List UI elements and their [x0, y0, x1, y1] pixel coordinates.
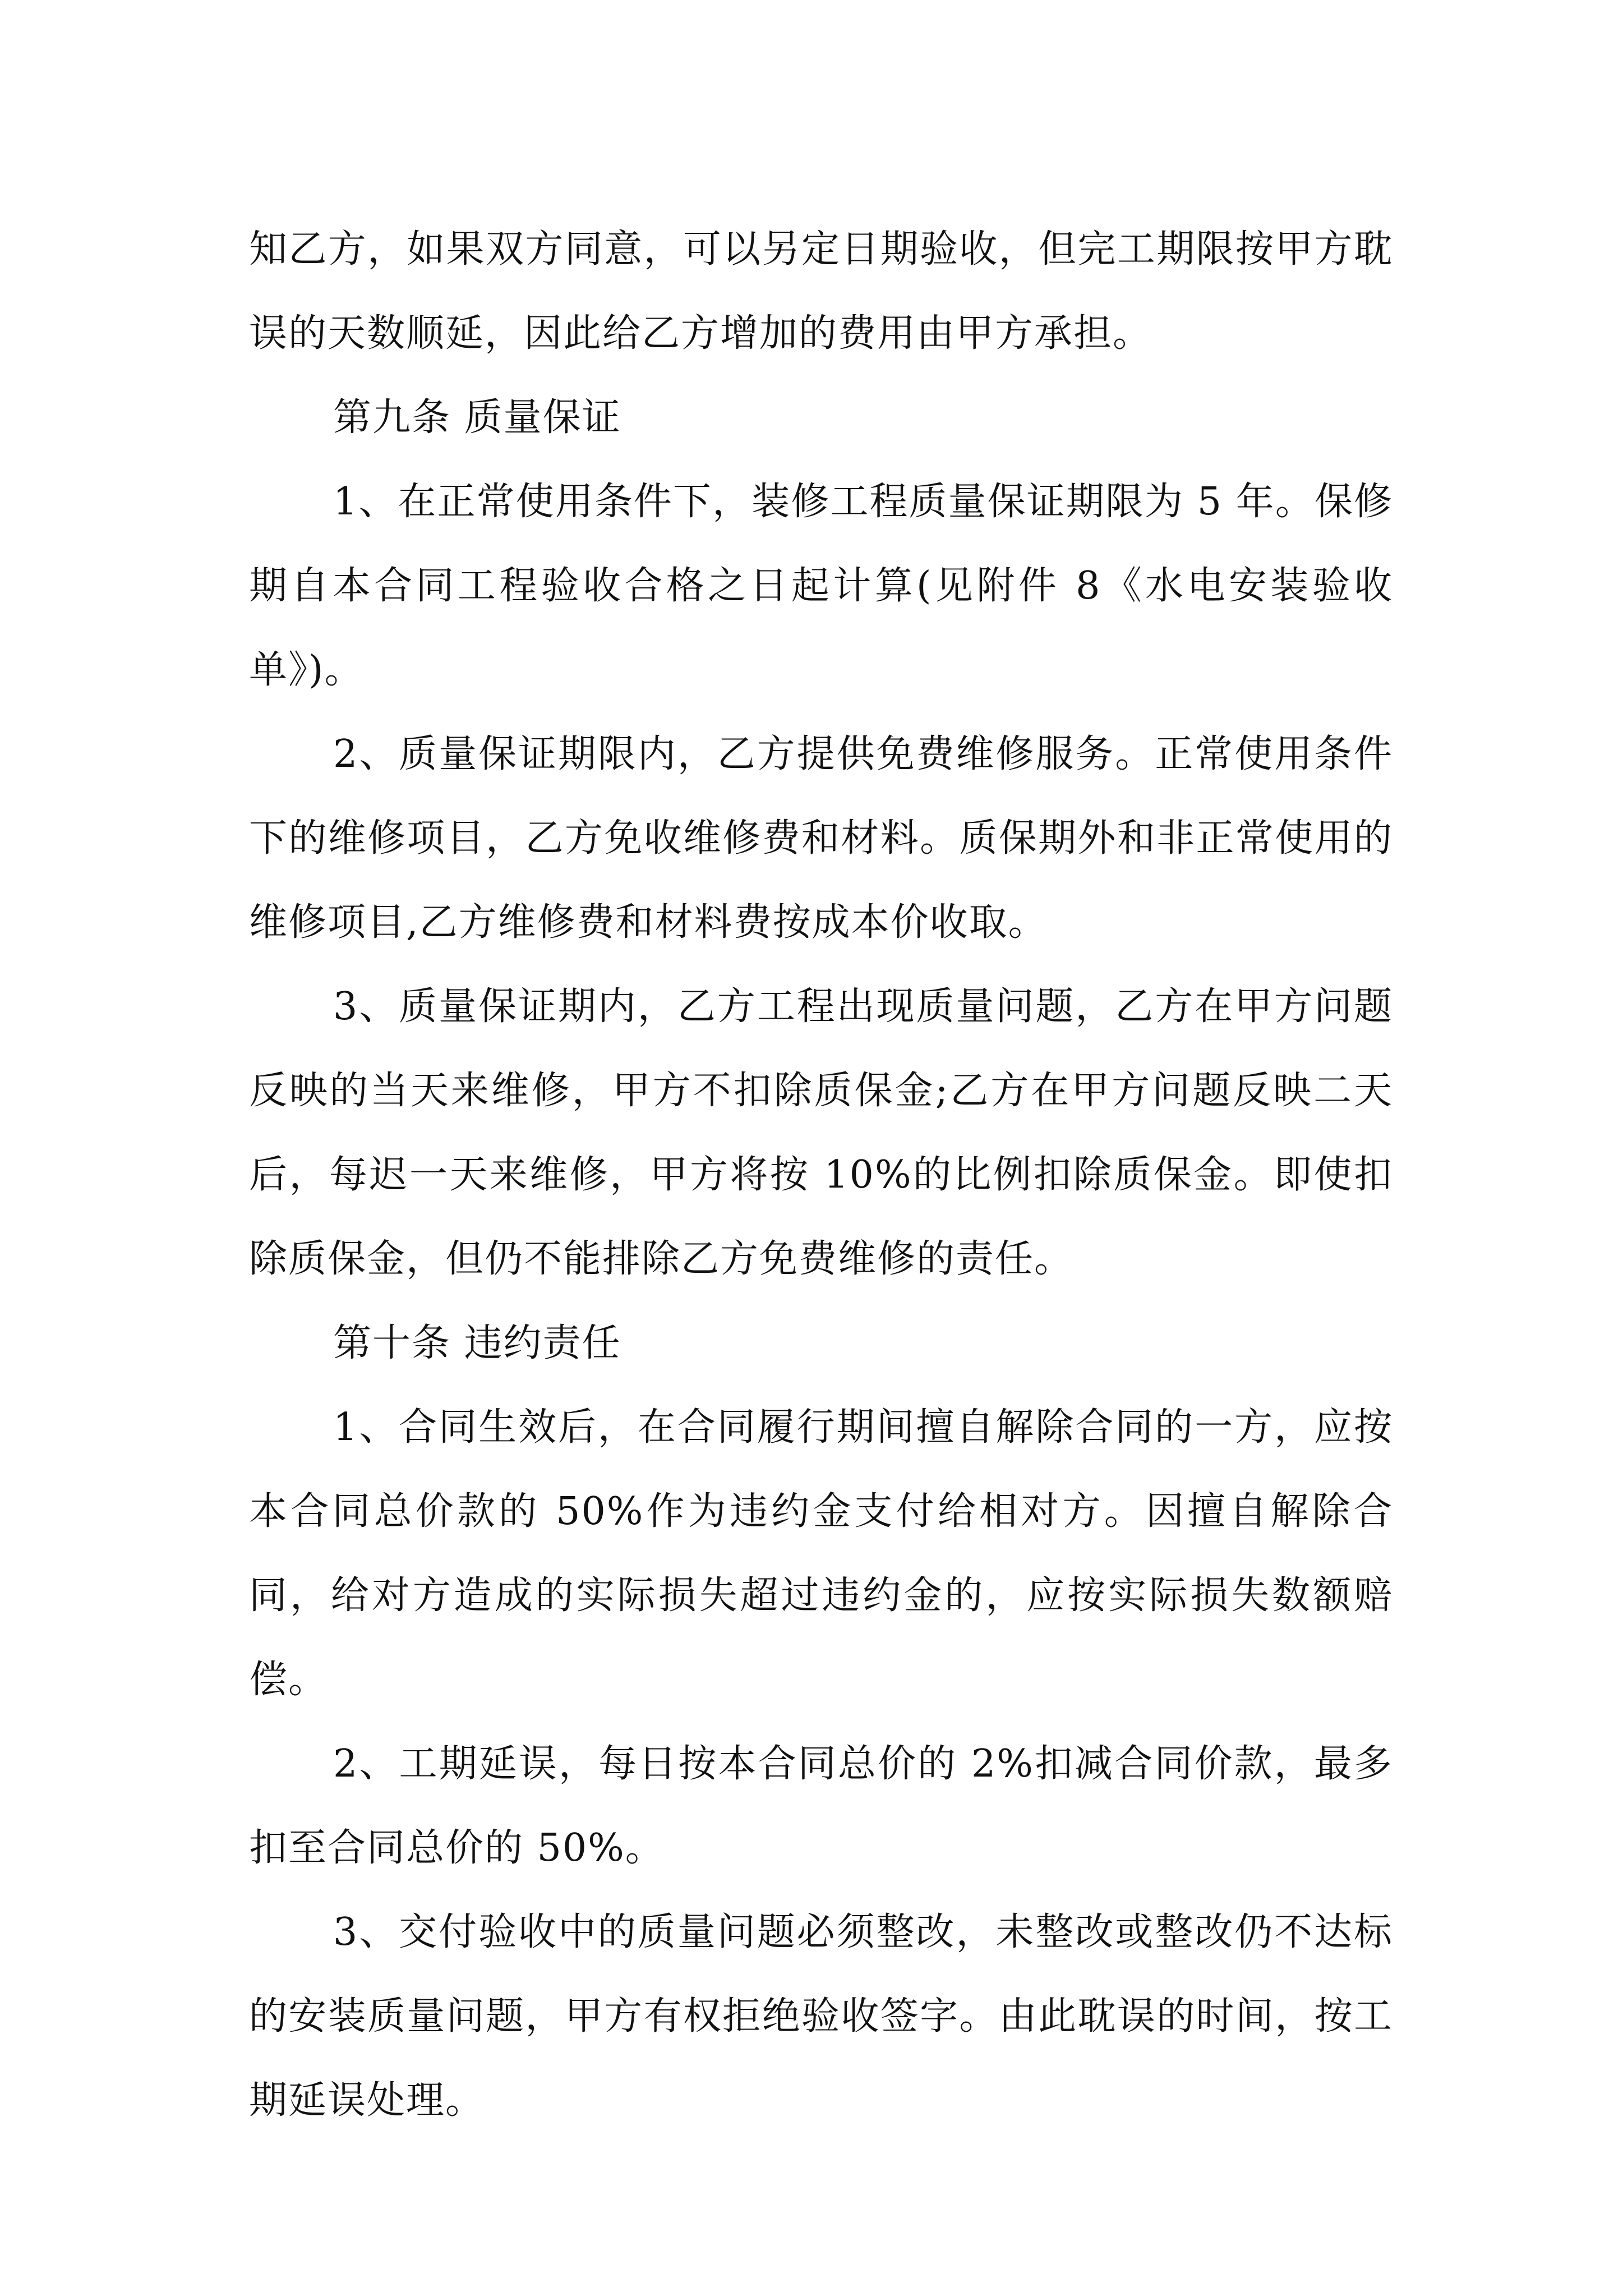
section-heading-breach-liability: 第十条 违约责任	[333, 1321, 621, 1365]
clause-termination-penalty: 1、合同生效后，在合同履行期间擅自解除合同的一方，应按本合同总价款的 50%作为违约金支付给相对方。因擅自解除合同，给对方造成的实际损失超过违约金的，应按实际损失数额赔偿。	[249, 1405, 1393, 1702]
paragraph-continuation: 知乙方，如果双方同意，可以另定日期验收，但完工期限按甲方耽误的天数顺延，因此给乙方增加的费用由甲方承担。	[249, 227, 1393, 356]
clause-repair-response: 3、质量保证期内，乙方工程出现质量问题，乙方在甲方问题反映的当天来维修，甲方不扣除质保金;乙方在甲方问题反映二天后，每迟一天来维修，甲方将按 10%的比例扣除质保金。即使扣除质保金，但仍不能排除乙方免费维修的责任。	[249, 984, 1393, 1281]
document-body	[249, 208, 1393, 2143]
clause-delay-penalty: 2、工期延误，每日按本合同总价的 2%扣减合同价款，最多扣至合同总价的 50%。	[249, 1742, 1393, 1870]
section-heading-quality-guarantee: 第九条 质量保证	[333, 395, 621, 440]
clause-acceptance-rectification: 3、交付验收中的质量问题必须整改，未整改或整改仍不达标的安装质量问题，甲方有权拒绝验收签字。由此耽误的时间，按工期延误处理。	[249, 1910, 1393, 2123]
clause-free-repair: 2、质量保证期限内，乙方提供免费维修服务。正常使用条件下的维修项目，乙方免收维修费和材料。质保期外和非正常使用的维修项目,乙方维修费和材料费按成本价收取。	[249, 732, 1393, 945]
clause-quality-period: 1、在正常使用条件下，装修工程质量保证期限为 5 年。保修期自本合同工程验收合格之日起计算(见附件 8《水电安装验收单》)。	[249, 480, 1393, 692]
